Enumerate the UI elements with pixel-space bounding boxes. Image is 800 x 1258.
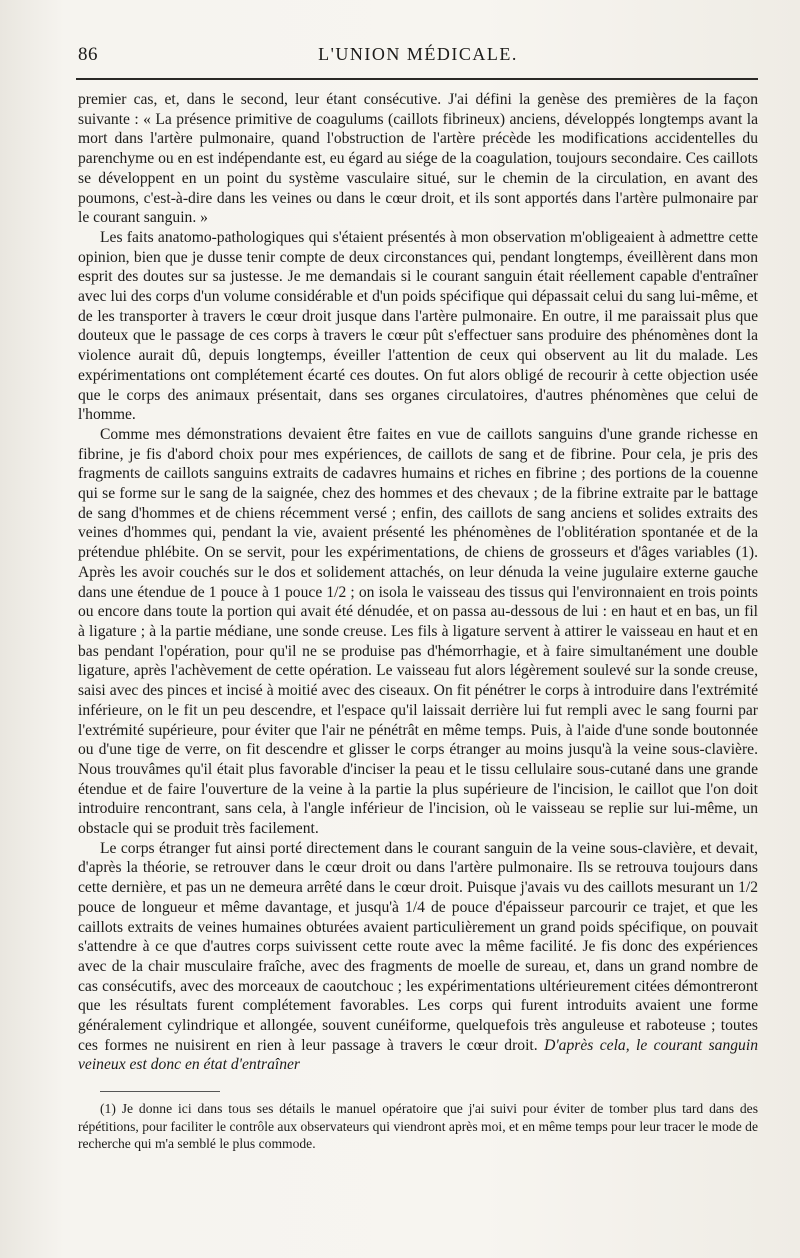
paragraph-4-text: Le corps étranger fut ainsi porté directement dans le courant sanguin de la veine sous-clavière, et devait, d'après la théorie, se retrouver dans le cœur droit ou dans l'artère pulmonaire. Ils se retrouva toujours dans cette dernière, et pas un ne demeura arrêté dans le cœur droit. Puisque j'avais vu des caillots mesurant un 1/2 pouce de longueur et même davantage, et jusqu'à 1/4 de pouce d'épaisseur parcourir ce trajet, et que les caillots extraits de veines humaines obturées avaient particulièrement un grand poids spécifique, on pouvait s'attendre à ce que d'autres corps suivissent cette route avec la même facilité. Je fis donc des expériences avec de la chair musculaire fraîche, avec des fragments de moelle de sureau, et, dans un grand nombre de cas consécutifs, avec des morceaux de caoutchouc ; les expérimentations ultérieurement citées démontreront que les résultats furent complétement favorables. Les corps qui furent introduits avaient une forme généralement cylindrique et allongée, souvent cunéiforme, quelquefois très anguleuse et raboteuse ; toutes ces formes ne nuisirent en rien à leur passage à travers le cœur droit. (78, 839, 758, 1054)
footnote-rule (100, 1091, 220, 1092)
paragraph-4 (78, 839, 758, 1075)
header-rule (76, 78, 758, 80)
closing-italic-text: D'après cela, le courant sanguin veineux est donc en état d'entraîner (78, 1036, 758, 1074)
footnote (78, 1100, 758, 1153)
journal-title: L'UNION MÉDICALE. (318, 44, 518, 64)
page-number: 86 (78, 44, 98, 65)
footnote-text: (1) Je donne ici dans tous ses détails le manuel opératoire que j'ai suivi pour éviter de tomber plus tard dans des répétitions, pour faciliter le contrôle aux observateurs qui viendront après moi, et en même temps pour leur tracer le mode de recherche qui m'a semblé le plus commode. (78, 1101, 758, 1152)
paragraph-2: Les faits anatomo-pathologiques qui s'étaient présentés à mon observation m'obligeaient à admettre cette opinion, bien que je dusse tenir compte de deux circonstances qui, pendant longtemps, éveillèrent dans mon esprit des doutes sur sa justesse. Je me demandais si le courant sanguin était réellement capable d'entraîner avec lui des corps d'un volume considérable et d'un poids spécifique qui dépassait celui du sang lui-même, et de les transporter à travers le cœur droit jusque dans l'artère pulmonaire. En outre, il me paraissait plus que douteux que le passage de ces corps à travers le cœur pût s'effectuer sans produire des phénomènes dont la violence aurait dû, depuis longtemps, éveiller l'attention de ceux qui observent au lit du malade. Les expérimentations ont complétement écarté ces doutes. On fut alors obligé de recourir à cette objection usée que le corps des animaux présentait, dans ses organes circulatoires, d'autres phénomènes que celui de l'homme. (78, 228, 758, 424)
body-text (78, 90, 758, 1075)
paragraph-3: Comme mes démonstrations devaient être faites en vue de caillots sanguins d'une grande richesse en fibrine, je fis d'abord choix pour mes expériences, de caillots de sang et de fibrine. Pour cela, je pris des fragments de caillots sanguins extraits de cadavres humains et riches en fibrine ; des portions de la couenne qui se forme sur le sang de la saignée, chez des hommes et des chevaux ; de la fibrine extraite par le battage de sang d'hommes et de chiens récemment versé ; enfin, des caillots de sang anciens et solides extraits des veines d'hommes qui, pendant la vie, avaient présenté les phénomènes de l'oblitération spontanée et de la prétendue phlébite. On se servit, pour les expérimentations, de chiens de grosseurs et d'âges variables (1). Après les avoir couchés sur le dos et solidement attachés, on leur dénuda la veine jugulaire externe gauche dans une étendue de 1 pouce à 1 pouce 1/2 ; on isola le vaisseau des tissus qui l'environnaient en trois points ou encore dans toute la portion qui avait été dénudée, et on passa au-dessous de lui : en haut et en bas, un fil à ligature ; à la partie médiane, une sonde creuse. Les fils à ligature servent à attirer le vaisseau en haut et en bas pendant l'opération, pour qu'il ne se produise pas d'hémorrhagie, et à faire simultanément une double ligature, après l'achèvement de cette opération. Le vaisseau fut alors légèrement soulevé sur la sonde creuse, saisi avec des pinces et incisé à moitié avec des ciseaux. On fit pénétrer le corps à introduire dans l'extrémité inférieure, on le fit un peu descendre, et l'espace qu'il laissait derrière lui fut rempli avec le sang fourni par l'extrémité supérieure, pour éviter que l'air ne pénétrât en même temps. Puis, à l'aide d'une sonde boutonnée ou d'une tige de verre, on fit descendre et glisser le corps étranger au moins jusqu'à la veine sous-clavière. Nous trouvâmes qu'il était plus favorable d'inciser la peau et le tissu cellulaire sous-cutané dans une grande étendue et de faire l'ouverture de la veine à la partie la plus supérieure de l'incision, le caillot que l'on doit introduire rencontrant, sans cela, à l'angle inférieur de l'incision, où le vaisseau se replie sur lui-même, un obstacle qui se produit très facilement. (78, 425, 758, 838)
paragraph-1: premier cas, et, dans le second, leur étant consécutive. J'ai défini la genèse des premières de la façon suivante : « La présence primitive de coagulums (caillots fibrineux) anciens, développés longtemps avant la mort dans l'artère pulmonaire, quand l'obstruction de l'artère précède les modifications accidentelles du parenchyme ou en est indépendante est, eu égard au siége de la coagulation, toujours secondaire. Ces caillots se développent en un point du système vasculaire situé, sur le chemin de la circulation, en avant des poumons, c'est-à-dire dans les veines ou dans le cœur droit, et ils sont apportés dans l'artère pulmonaire par le courant sanguin. » (78, 91, 758, 227)
running-head (78, 44, 758, 78)
